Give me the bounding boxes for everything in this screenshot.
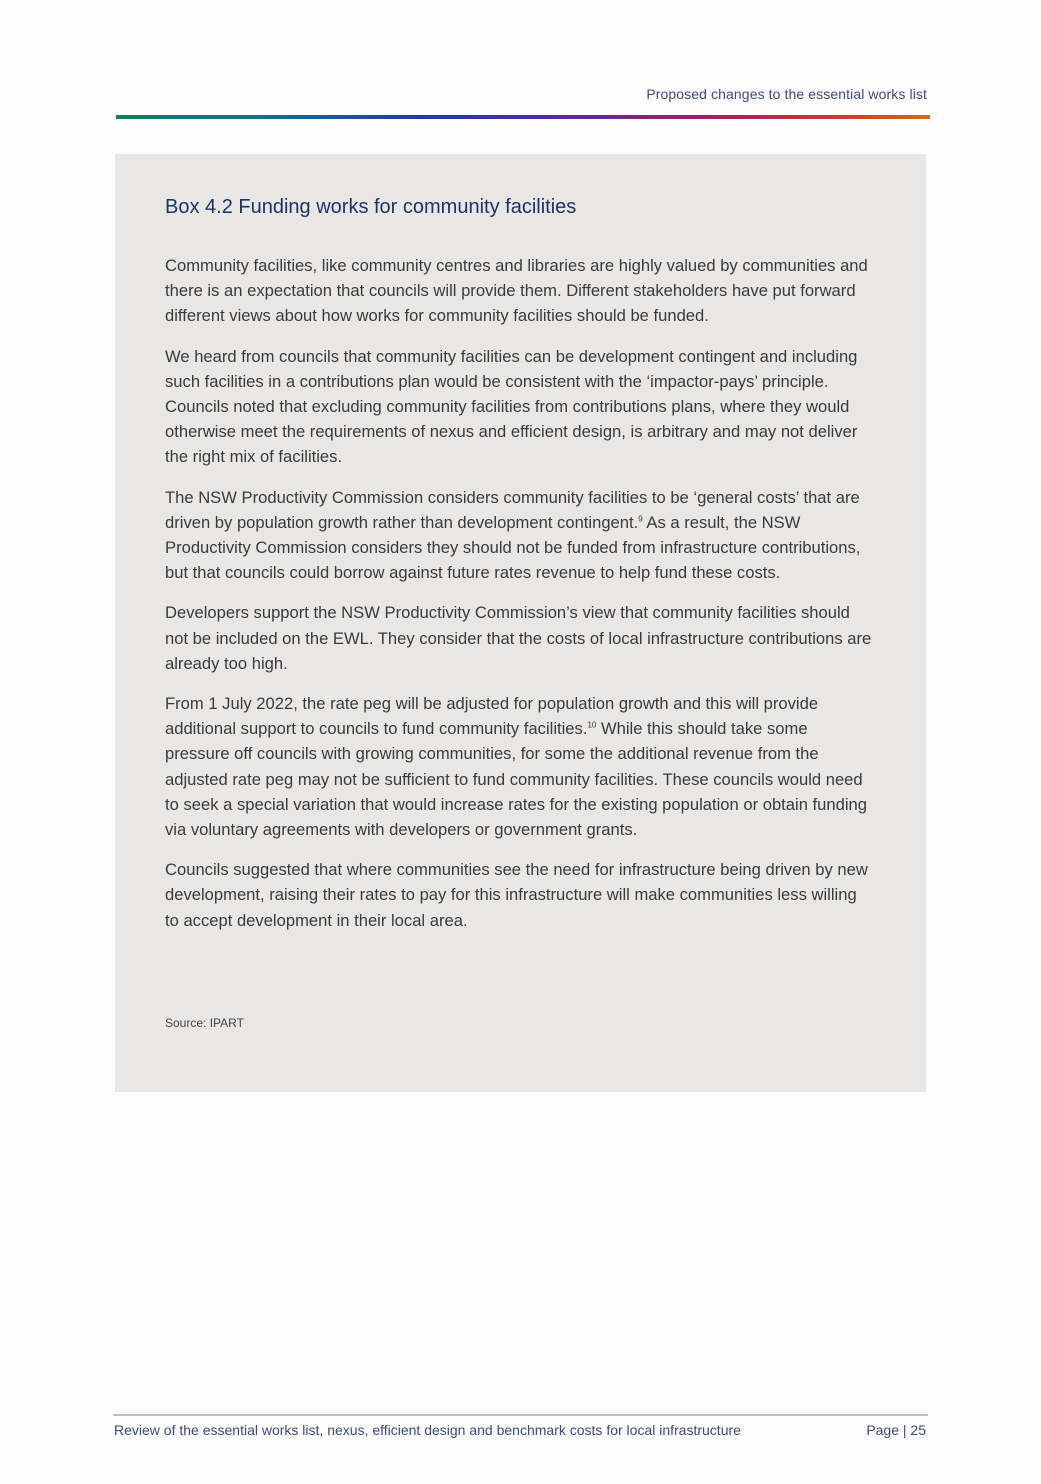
- footnote-ref[interactable]: 10: [587, 720, 597, 730]
- paragraph: Developers support the NSW Productivity Commission’s view that community facilities should not be included on the EWL. They consider that the costs of local infrastructure contributions are already too high.: [165, 603, 872, 673]
- paragraph-text: The NSW Productivity Commission considers community facilities to be ‘general costs’ that are driven by population growth rather than development contingent.: [165, 487, 860, 532]
- header-gradient-rule: [116, 115, 930, 119]
- footnote-ref[interactable]: 9: [638, 514, 643, 524]
- paragraph-text: From 1 July 2022, the rate peg will be adjusted for population growth and this will provide additional support to councils to fund community facilities.: [165, 694, 819, 739]
- paragraph: Councils suggested that where communities see the need for infrastructure being driven by new development, raising their rates to pay for this infrastructure will make communities less willing to accept development in their local area.: [165, 860, 868, 930]
- footer-page-number: Page | 25: [866, 1422, 926, 1438]
- box-body: [165, 253, 875, 948]
- box-title: Box 4.2 Funding works for community facilities: [165, 196, 577, 218]
- paragraph: We heard from councils that community facilities can be development contingent and including such facilities in a contributions plan would be consistent with the ‘impactor-pays’ principle. Councils noted that excluding community facilities from contributions plans, where they would otherwise meet the requirements of nexus and efficient design, is arbitrary and may not deliver the right mix of facilities.: [165, 346, 858, 467]
- footer-rule: [113, 1414, 928, 1416]
- paragraph: Community facilities, like community centres and libraries are highly valued by communities and there is an expectation that councils will provide them. Different stakeholders have put forward different views about how works for community facilities should be funded.: [165, 256, 868, 326]
- paragraph: [165, 691, 875, 842]
- paragraph-text: While this should take some pressure off councils with growing communities, for some the additional revenue from the adjusted rate peg may not be sufficient to fund community facilities. These councils would need to seek a special variation that would increase rates for the existing population or obtain funding via voluntary agreements with developers or government grants.: [165, 719, 867, 840]
- paragraph-text: As a result, the NSW Productivity Commission considers they should not be funded from infrastructure contributions, but that councils could borrow against future rates revenue to help fund these costs.: [165, 512, 861, 583]
- paragraph: [165, 485, 875, 586]
- footer-document-title: Review of the essential works list, nexus, efficient design and benchmark costs for local infrastructure: [114, 1422, 741, 1438]
- running-header: Proposed changes to the essential works list: [646, 86, 927, 102]
- source-note: Source: IPART: [165, 1016, 244, 1030]
